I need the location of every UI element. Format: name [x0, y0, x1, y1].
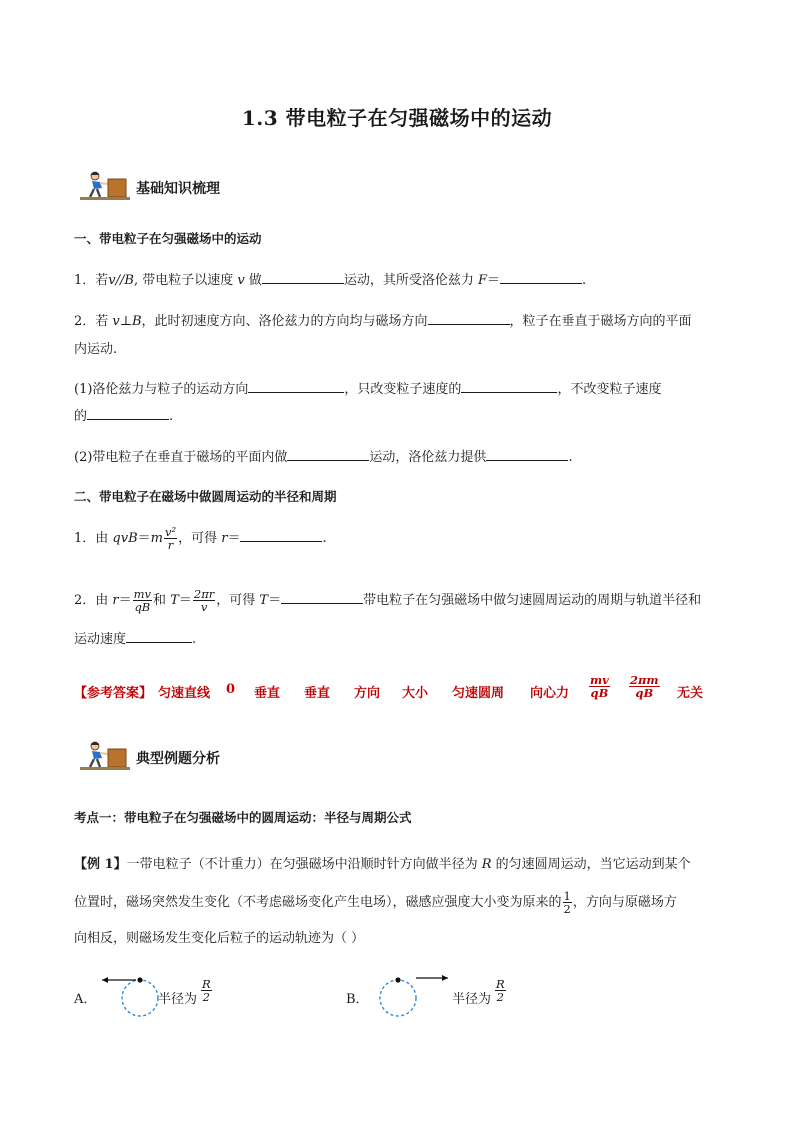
question-3-line2: 的 . [74, 409, 174, 424]
option-text: 半径为 [158, 992, 198, 1007]
answer-item: 无关 [677, 686, 704, 701]
question-5: 1．由 qvB＝m $\frac{\text{v²}}{r}$ ，可得 r＝ . [74, 525, 327, 552]
fraction-v2-over-r: $\frac{\text{v²}}{r}$ [164, 525, 177, 552]
question-3: (1)洛伦兹力与粒子的运动方向 ，只改变粒子速度的 ，不改变粒子速度 [74, 382, 662, 397]
answer-fraction-mv-qb: $\frac{mv}{qB}$ [590, 673, 609, 700]
subheading-motion: 一、带电粒子在匀强磁场中的运动 [74, 231, 262, 246]
option-a[interactable] [74, 970, 274, 1020]
answer-blank[interactable] [262, 271, 344, 284]
example-1-line-1: 【例 1】一带电粒子（不计重力）在匀强磁场中沿顺时针方向做半径为 R 的匀速圆周运动，当它运动到某个 [74, 857, 691, 872]
answer-label: 【参考答案】 [74, 686, 153, 701]
question-2: 2．若 v⊥B，此时初速度方向、洛伦兹力的方向均与磁场方向 ，粒子在垂直于磁场方向的平面 [74, 314, 692, 329]
section-heading: 基础知识梳理 [136, 181, 220, 197]
option-text: 半径为 [452, 992, 492, 1007]
answer-blank[interactable] [287, 448, 369, 461]
question-6: 2．由 r＝ $\frac{mv}{qB}$ 和 T＝ $\frac{2\pi r}{v}$ ，可得 T＝ 带电粒子在匀强磁场中做匀速圆周运动的周期与轨道半径和 [74, 587, 702, 614]
question-4: (2)带电粒子在垂直于磁场的平面内做 运动，洛伦兹力提供 . [74, 450, 573, 465]
page-title: 1.3 带电粒子在匀强磁场中的运动 [241, 106, 553, 130]
answer-blank[interactable] [486, 448, 568, 461]
answer-item: 向心力 [530, 686, 570, 701]
answer-item: 匀速圆周 [452, 686, 505, 701]
answer-item: 0 [226, 682, 236, 697]
example-1-line-2: 位置时，磁场突然发生变化（不考虑磁场变化产生电场），磁感应强度大小变为原来的 $\frac{1}{2}$ ，方向与原磁场方 [74, 889, 677, 916]
reference-answer [74, 673, 724, 712]
answer-blank[interactable] [126, 630, 192, 643]
answer-item: 垂直 [254, 686, 281, 701]
answer-blank[interactable] [240, 529, 322, 542]
answer-blank[interactable] [248, 380, 344, 393]
section-header-examples [80, 740, 280, 774]
example-1-line-3: 向相反，则磁场发生变化后粒子的运动轨迹为（ ） [74, 931, 365, 946]
answer-item: 垂直 [304, 686, 331, 701]
answer-item: 大小 [402, 686, 429, 701]
question-1: 1．若v//B, 带电粒子以速度 v 做 运动，其所受洛伦兹力 F＝ . [74, 273, 587, 288]
answer-blank[interactable] [461, 380, 557, 393]
option-b[interactable] [346, 970, 546, 1020]
fraction-2pir-over-v: $\frac{2\pi r}{v}$ [193, 587, 215, 614]
fraction-mv-over-qb: $\frac{mv}{qB}$ [133, 587, 152, 614]
pushing-box-icon [80, 170, 132, 202]
answer-blank[interactable] [87, 407, 169, 420]
answer-blank[interactable] [500, 271, 582, 284]
section-header-basic-knowledge [80, 170, 280, 204]
fraction-r-over-2: $\frac{R}{2}$ [496, 977, 505, 1004]
fraction-one-half: $\frac{1}{2}$ [563, 889, 571, 916]
answer-blank[interactable] [428, 312, 510, 325]
option-label: A． [74, 992, 97, 1007]
pushing-box-icon [80, 740, 132, 772]
question-6-line2: 运动速度 . [74, 632, 197, 647]
answer-item: 方向 [354, 686, 381, 701]
answer-item: 匀速直线 [158, 686, 211, 701]
answer-blank[interactable] [281, 591, 363, 604]
fraction-r-over-2: $\frac{R}{2}$ [202, 977, 211, 1004]
question-2-line2: 内运动. [74, 342, 118, 357]
section-heading: 典型例题分析 [136, 751, 220, 767]
subheading-radius-period: 二、带电粒子在磁场中做圆周运动的半径和周期 [74, 489, 337, 504]
answer-fraction-2pim-qb: $\frac{2\pi m}{qB}$ [630, 673, 659, 700]
option-label: B． [346, 992, 369, 1007]
subheading-topic-1: 考点一：带电粒子在匀强磁场中的圆周运动：半径与周期公式 [74, 810, 412, 825]
